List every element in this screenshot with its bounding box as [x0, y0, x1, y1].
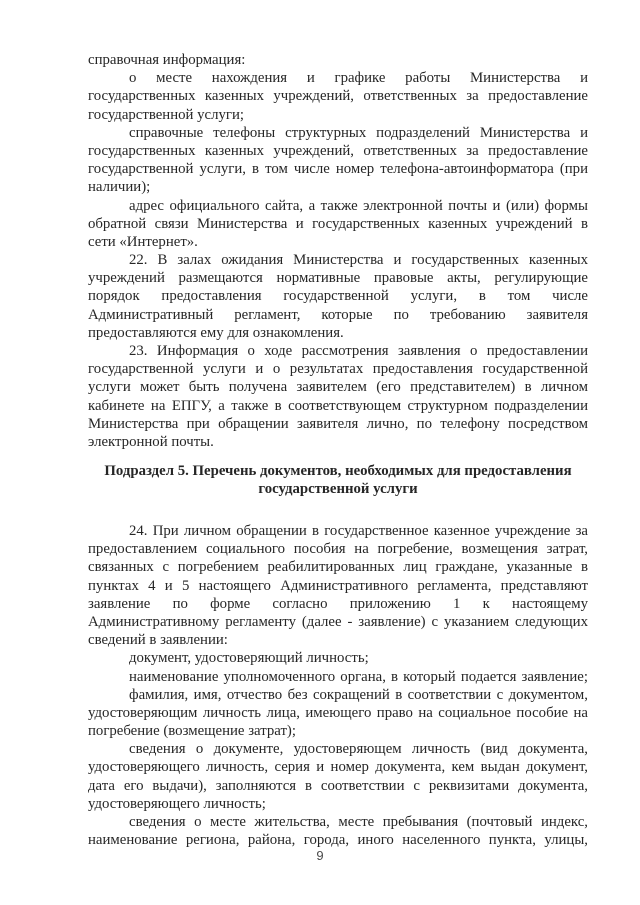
text-line: удостоверяющим личность лица, имеющего право на социальное пособие на — [88, 704, 588, 721]
text-line: справочная информация: — [88, 52, 246, 68]
text-line: 22. В залах ожидания Министерства и государственных казенных — [129, 252, 588, 269]
heading-line: государственной услуги — [258, 481, 418, 498]
text-line: сети «Интернет». — [88, 233, 198, 250]
text-line: о месте нахождения и графике работы Министерства и — [129, 70, 588, 87]
text-line: сведений в заявлении: — [88, 632, 228, 649]
text-line: предоставляются ему для ознакомления. — [88, 324, 344, 341]
text-line: погребение (возмещение затрат); — [88, 723, 296, 740]
text-line: фамилия, имя, отчество без сокращений в соответствии с документом, — [129, 686, 588, 703]
text-line: справочные телефоны структурных подразделений Министерства и — [129, 124, 588, 141]
text-line: адрес официального сайта, а также электронной почты и (или) формы — [129, 197, 588, 214]
text-line: государственных казенных учреждений, ответственных за предоставление — [88, 142, 588, 159]
text-line: Административному регламенту (далее - заявление) с указанием следующих — [88, 613, 588, 630]
section-1-text — [88, 51, 588, 451]
text-line: наименование региона, района, города, иного населенного пункта, улицы, — [88, 832, 588, 849]
text-line: государственной услуги, в том числе номер телефона-автоинформатора (при — [88, 161, 588, 178]
page-number: 9 — [316, 848, 324, 863]
section-2-text — [88, 522, 588, 849]
text-line: порядок предоставления государственной услуги, в том числе — [88, 288, 588, 305]
text-line: пунктах 4 и 5 настоящего Административного регламента, представляют — [88, 577, 588, 594]
text-line: государственных казенных учреждений, ответственных за предоставление — [88, 88, 588, 105]
text-line: наличии); — [88, 179, 151, 196]
text-line: государственной услуги и о результатах предоставления государственной — [88, 361, 588, 378]
text-line: сведения о документе, удостоверяющем личность (вид документа, — [129, 741, 588, 758]
text-line: предоставлением социального пособия на погребение, возмещения затрат, — [88, 541, 588, 558]
text-line: дата его выдачи), заполняются в соответствии с реквизитами документа, — [88, 777, 588, 794]
text-line: 23. Информация о ходе рассмотрения заявления о предоставлении — [129, 343, 588, 359]
text-line: электронной почты. — [88, 433, 214, 450]
text-line: наименование уполномоченного органа, в который подается заявление; — [129, 668, 588, 685]
heading-line: Подраздел 5. Перечень документов, необходимых для предоставления — [104, 463, 572, 479]
text-line: удостоверяющего личность, серия и номер документа, кем выдан документ, — [88, 759, 588, 776]
text-line: Министерства при обращении заявителя лично, по телефону посредством — [88, 415, 588, 432]
text-line: обратной связи Министерства и государственных казенных учреждений в — [88, 215, 588, 232]
text-line: связанных с погребением реабилитированных лиц граждане, указанные в — [88, 559, 588, 576]
text-line: услуги может быть получена заявителем (его представителем) в личном — [88, 379, 588, 396]
subsection-heading — [88, 462, 588, 498]
text-line: сведения о месте жительства, месте пребывания (почтовый индекс, — [129, 814, 588, 830]
text-line: Административный регламент, которые по требованию заявителя — [88, 306, 588, 323]
text-line: документ, удостоверяющий личность; — [129, 650, 369, 667]
text-line: кабинете на ЕПГУ, а также в соответствующем структурном подразделении — [88, 397, 588, 414]
text-line: заявление по форме согласно приложению 1 к настоящему — [88, 595, 588, 612]
text-line: государственной услуги; — [88, 106, 245, 123]
text-line: учреждений размещаются нормативные правовые акты, регулирующие — [88, 270, 588, 287]
text-line: удостоверяющего личность; — [88, 795, 266, 812]
text-line: 24. При личном обращении в государственное казенное учреждение за — [129, 523, 588, 539]
